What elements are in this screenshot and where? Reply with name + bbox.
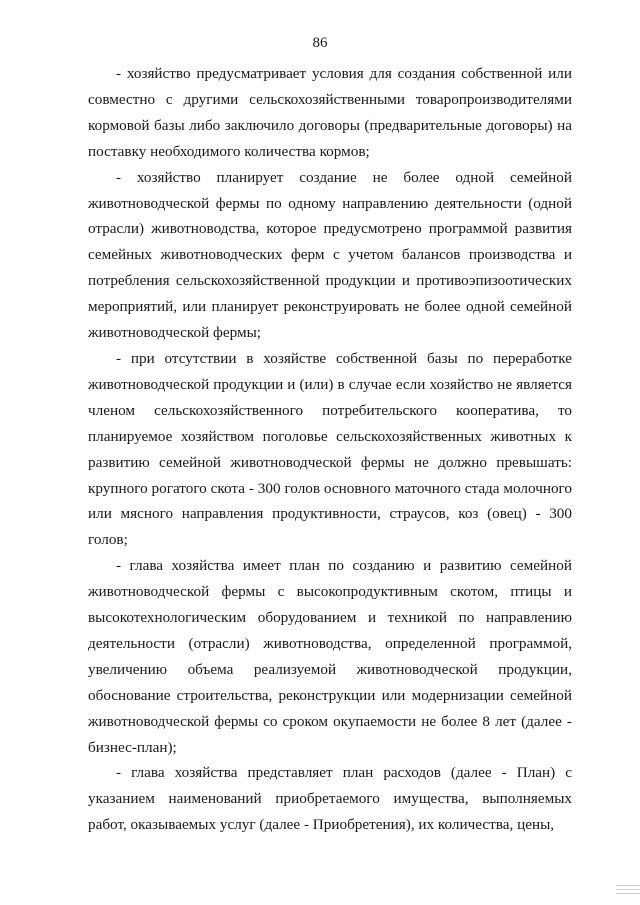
paragraph-expense-plan: - глава хозяйства представляет план расходов (далее - План) с указанием наименований приобретаемого имущества, выполняемых работ, оказываемых услуг (далее - Приобретения), их количества, цены, [88, 764, 572, 834]
paragraph-single-farm: - хозяйство планирует создание не более одной семейной животноводческой фермы по одному направлению деятельности (одной отрасли) животноводства, которое предусмотрено программой развития семейных животноводческих ферм с учетом балансов производства и потребления сельскохозяйственной продукции и противоэпизоотических мероприятий, или планирует реконструировать не более одной семейной животноводческой фермы; [88, 168, 572, 342]
paragraph-feed-base: - хозяйство предусматривает условия для создания собственной или совместно с другими сельскохозяйственными товаропроизводителями кормовой базы либо заключило договоры (предварительные договоры) на поставку необходимого количества кормов; [88, 65, 572, 160]
paragraph-business-plan: - глава хозяйства имеет план по созданию и развитию семейной животноводческой фермы с высокопродуктивным скотом, птицы и высокотехнологическим оборудованием и техникой по направлению деятельности (отрасли) животноводства, определенной программой, увеличению объема реализуемой животноводческой продукции, обоснование строительства, реконструкции или модернизации семейной животноводческой фермы со сроком окупаемости не более 8 лет (далее - бизнес-план); [88, 557, 572, 756]
document-body [88, 61, 572, 838]
page-number: 86 [312, 35, 328, 51]
scan-edge-mark [616, 885, 640, 905]
paragraph-livestock-limit: - при отсутствии в хозяйстве собственной базы по переработке животноводческой продукции и (или) в случае если хозяйство не является членом сельскохозяйственного потребительского кооператива, то планируемое хозяйством поголовье сельскохозяйственных животных к развитию семейной животноводческой фермы не должно превышать: крупного рогатого скота - 300 голов основного маточного стада молочного или мясного направления продуктивности, страусов, коз (овец) - 300 голов; [88, 349, 572, 549]
